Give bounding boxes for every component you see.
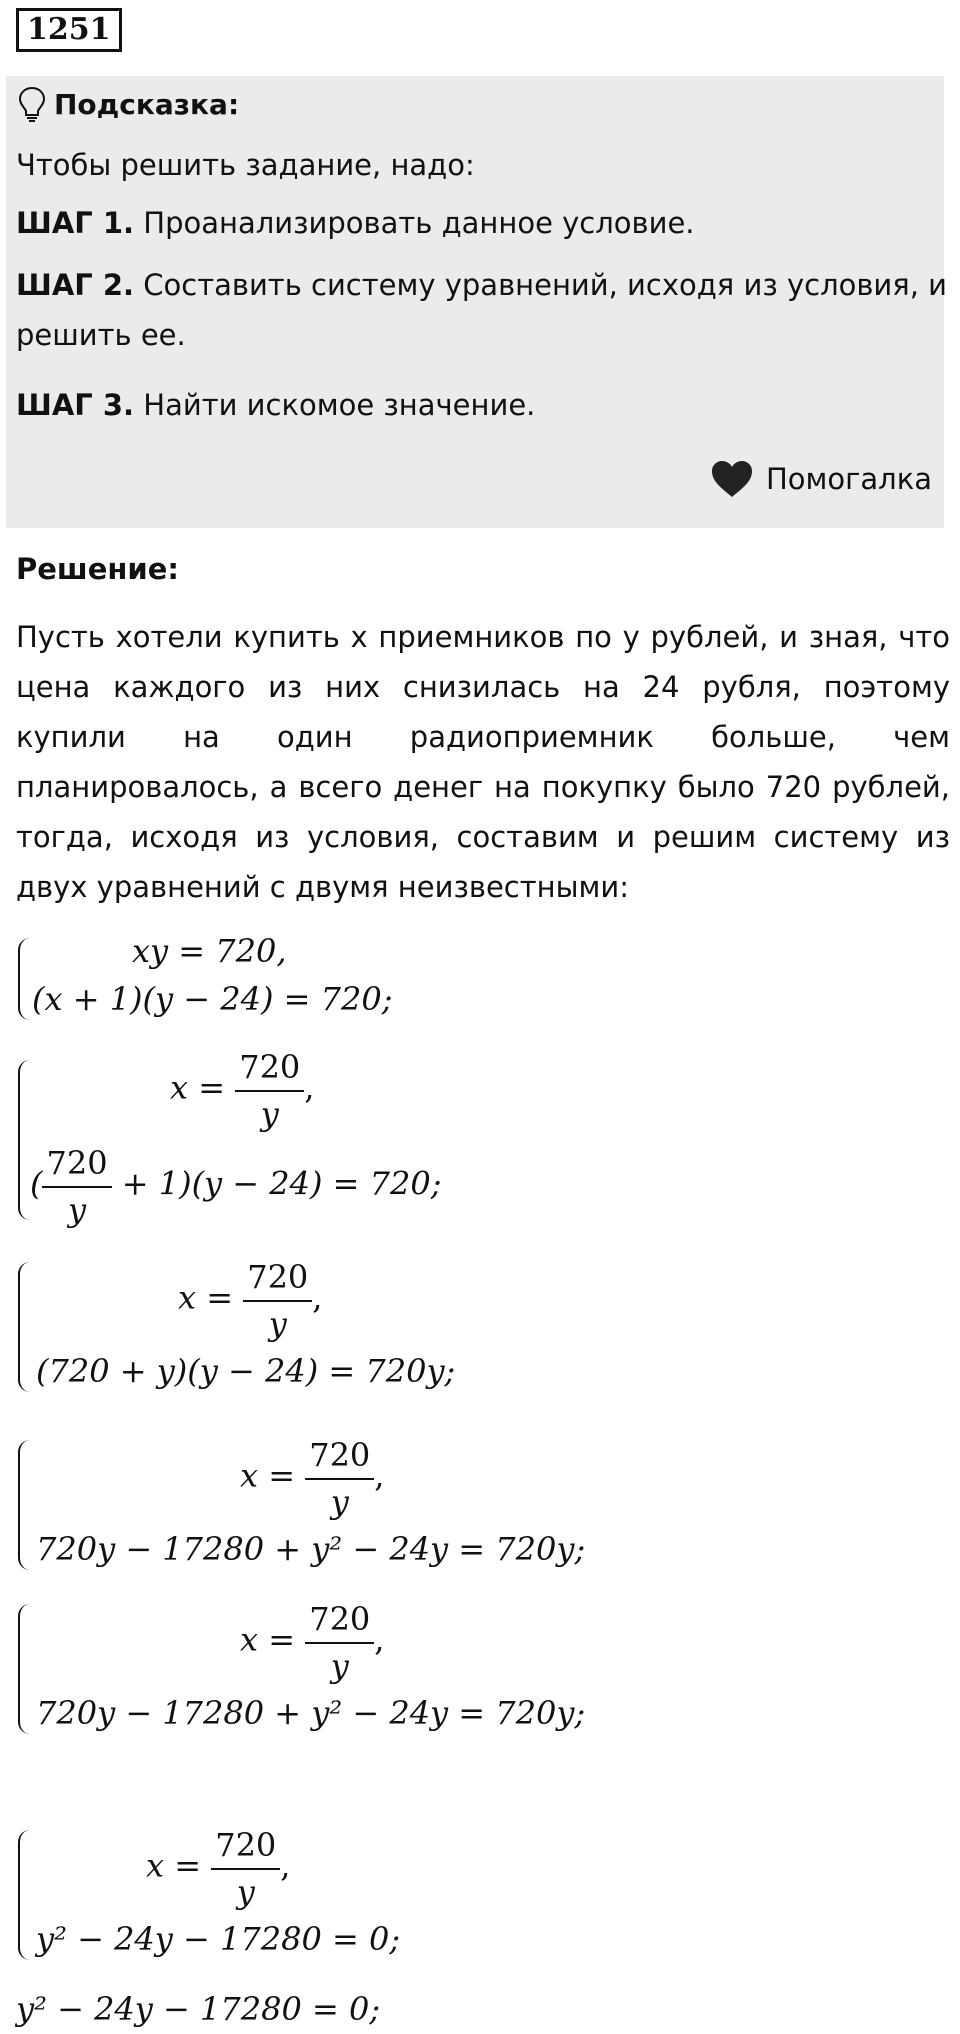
eq1-line1: xy = 720, <box>132 932 287 970</box>
brace-1 <box>18 938 30 1020</box>
hint-intro: Чтобы решить задание, надо: <box>16 148 475 182</box>
eq3-line1: x = $\frac{720}{y}$ , <box>178 1254 322 1346</box>
heart-icon <box>710 459 754 499</box>
hint-step-2-cont: решить ее. <box>16 318 186 352</box>
hint-title-text: Подсказка: <box>54 87 240 121</box>
helper-link[interactable] <box>710 454 932 504</box>
brace-2 <box>18 1060 30 1220</box>
eq4-line1: x = $\frac{720}{y}$ , <box>240 1432 384 1524</box>
brace-6 <box>18 1830 30 1960</box>
brace-3 <box>18 1262 30 1392</box>
final-equation: y² − 24y − 17280 = 0; <box>16 1990 381 2028</box>
eq2-line1: x = $\frac{720}{y}$ , <box>170 1044 314 1136</box>
brace-4 <box>18 1440 30 1570</box>
problem-number: 1251 <box>16 8 122 52</box>
eq6-line2: y² − 24y − 17280 = 0; <box>36 1920 401 1958</box>
solution-paragraph: Пусть хотели купить x приемников по y рублей, и зная, что цена каждого из них снизилась на 24 рубля, поэтому купили на один радиоприемник больше, чем планировалось, а всего денег на покупку было 720 рублей, тогда, исходя из условия, составим и решим систему из двух уравнений с двумя неизвестными: <box>16 620 950 904</box>
brace-5 <box>18 1604 30 1734</box>
hint-step-3: ШАГ 3. Найти искомое значение. <box>16 388 536 422</box>
eq3-line2: (720 + y)(y − 24) = 720y; <box>36 1352 456 1390</box>
helper-label: Помогалка <box>766 462 932 496</box>
eq6-line1: x = $\frac{720}{y}$ , <box>146 1822 290 1914</box>
eq5-line2: 720y − 17280 + y² − 24y = 720y; <box>36 1694 586 1732</box>
lightbulb-icon <box>18 86 46 122</box>
hint-title <box>18 82 239 126</box>
hint-step-2: ШАГ 2. Составить систему уравнений, исходя из условия, и <box>16 268 948 302</box>
eq5-line1: x = $\frac{720}{y}$ , <box>240 1596 384 1688</box>
eq2-line2: ( $\frac{720}{y}$ + 1)(y − 24) = 720; <box>30 1140 442 1232</box>
eq4-line2: 720y − 17280 + y² − 24y = 720y; <box>36 1530 586 1568</box>
hint-step-1: ШАГ 1. Проанализировать данное условие. <box>16 206 695 240</box>
solution-title: Решение: <box>16 552 180 586</box>
eq1-line2: (x + 1)(y − 24) = 720; <box>32 980 393 1018</box>
